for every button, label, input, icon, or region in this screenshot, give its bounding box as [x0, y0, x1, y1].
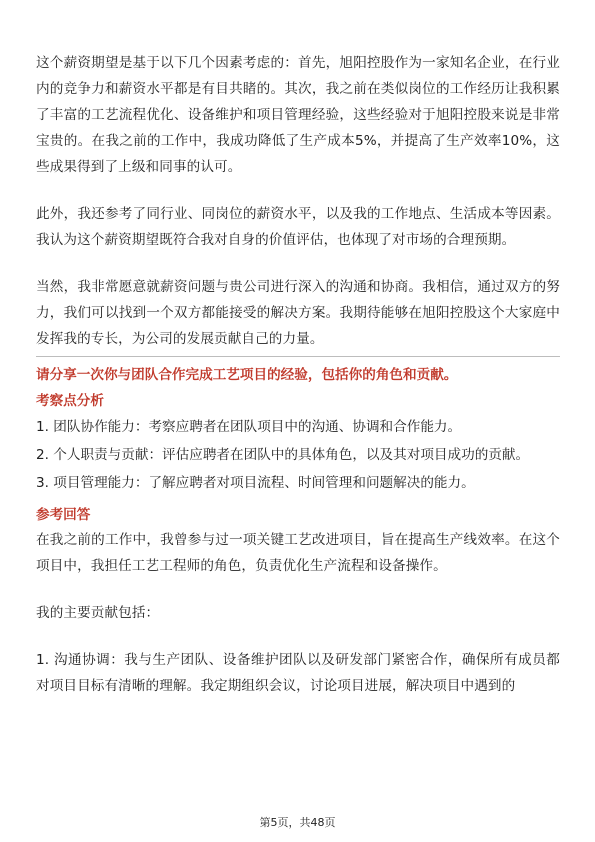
- page-number: 第5页，共48页: [259, 816, 336, 829]
- analysis-item: 2. 个人职责与贡献：评估应聘者在团队中的具体角色，以及其对项目成功的贡献。: [36, 447, 530, 463]
- answer-paragraph: 我的主要贡献包括：: [36, 605, 160, 621]
- answer-paragraph: 1. 沟通协调：我与生产团队、设备维护团队以及研发部门紧密合作，确保所有成员都对项目目标有清晰的理解。我定期组织会议，讨论项目进展，解决项目中遇到的: [36, 652, 560, 694]
- section-divider: [36, 356, 560, 357]
- analysis-heading: 考察点分析: [36, 393, 104, 409]
- answer-paragraph: 在我之前的工作中，我曾参与过一项关键工艺改进项目，旨在提高生产线效率。在这个项目中，我担任工艺工程师的角色，负责优化生产流程和设备操作。: [36, 532, 560, 574]
- answer-heading: 参考回答: [36, 507, 91, 523]
- analysis-item: 1. 团队协作能力：考察应聘者在团队项目中的沟通、协调和合作能力。: [36, 419, 462, 435]
- paragraph-salary-reasons: 这个薪资期望是基于以下几个因素考虑的：首先，旭阳控股作为一家知名企业，在行业内的竞争力和薪资水平都是有目共睹的。其次，我之前在类似岗位的工作经历让我积累了丰富的工艺流程优化、设备维护和项目管理经验，这些经验对于旭阳控股来说是非常宝贵的。在我之前的工作中，我成功降低了生产成本5%，并提高了生产效率10%，这些成果得到了上级和同事的认可。: [36, 55, 560, 175]
- analysis-item: 3. 项目管理能力：了解应聘者对项目流程、时间管理和问题解决的能力。: [36, 475, 475, 491]
- page-content: [36, 50, 560, 699]
- paragraph-market-reference: 此外，我还参考了同行业、同岗位的薪资水平，以及我的工作地点、生活成本等因素。我认为这个薪资期望既符合我对自身的价值评估，也体现了对市场的合理预期。: [36, 206, 560, 248]
- paragraph-negotiation: 当然，我非常愿意就薪资问题与贵公司进行深入的沟通和协商。我相信，通过双方的努力，我们可以找到一个双方都能接受的解决方案。我期待能够在旭阳控股这个大家庭中发挥我的专长，为公司的发展贡献自己的力量。: [36, 279, 560, 347]
- interview-question: 请分享一次你与团队合作完成工艺项目的经验，包括你的角色和贡献。: [36, 367, 458, 383]
